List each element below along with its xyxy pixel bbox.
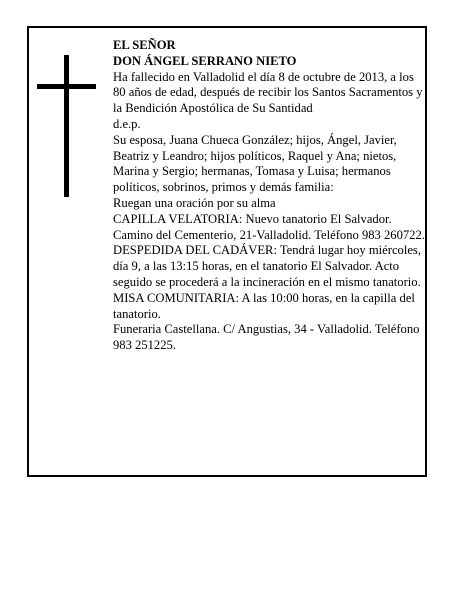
dep-abbreviation: d.e.p. (113, 116, 141, 131)
family-list: Su esposa, Juana Chueca González; hijos, Ángel, Javier, Beatriz y Leandro; hijos políticos, Raquel y Ana; nietos, Marina y Sergio; hermanas, Tomasa y Luisa; hermanos políticos, sobrinos, primos y demás familia: (113, 132, 397, 195)
death-announcement: Ha fallecido en Valladolid el día 8 de octubre de 2013, a los 80 años de edad, después de recibir los Santos Sacramentos y la Bendición Apostólica de Su Santidad (113, 69, 423, 116)
farewell-info: DESPEDIDA DEL CADÁVER: Tendrá lugar hoy miércoles, día 9, a las 13:15 horas, en el tanatorio El Salvador. Acto seguido se procederá a la incineración en el mismo tanatorio. (113, 243, 421, 289)
funeral-home-info: Funeraria Castellana. C/ Angustias, 34 - Valladolid. Teléfono 983 251225. (113, 322, 420, 353)
obituary-title: EL SEÑOR (113, 38, 176, 52)
prayer-request: Ruegan una oración por su alma (113, 195, 276, 210)
obituary-text (113, 38, 425, 354)
cross-horizontal-bar (37, 84, 96, 89)
mass-info: MISA COMUNITARIA: A las 10:00 horas, en la capilla del tanatorio. (113, 290, 415, 321)
deceased-name: DON ÁNGEL SERRANO NIETO (113, 53, 297, 68)
cross-vertical-bar (64, 55, 69, 197)
chapel-info: CAPILLA VELATORIA: Nuevo tanatorio El Salvador. Camino del Cementerio, 21-Valladolid. Teléfono 983 260722. (113, 211, 425, 242)
